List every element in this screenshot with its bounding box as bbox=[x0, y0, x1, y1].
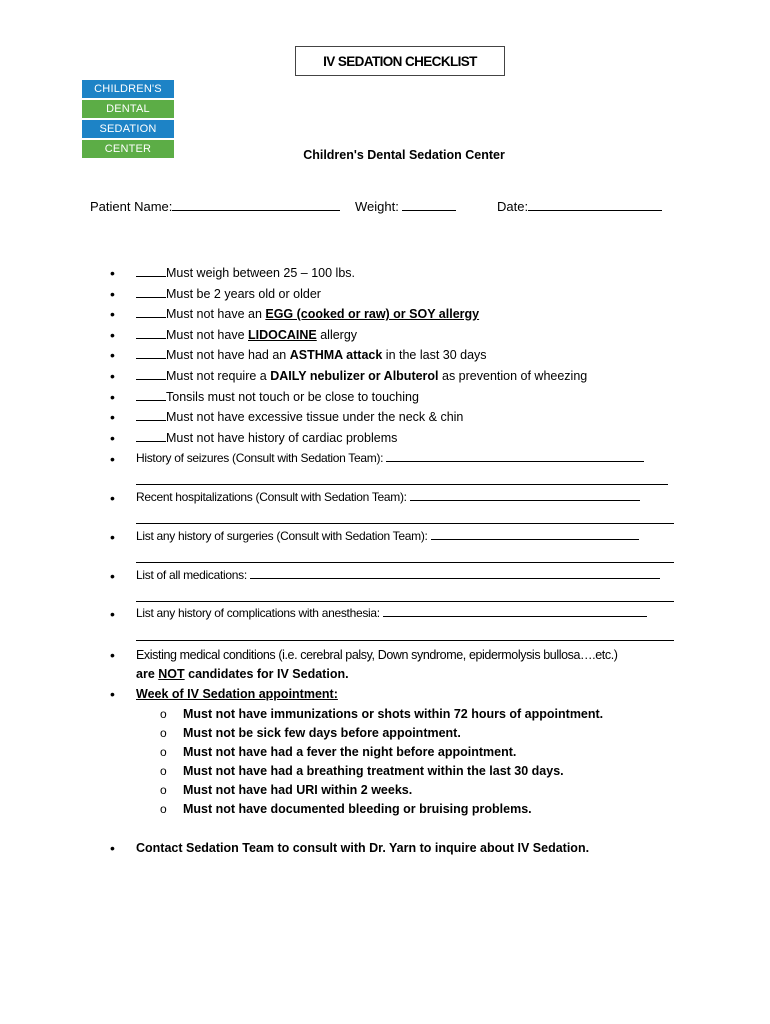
bullet-icon: • bbox=[110, 409, 115, 426]
week-of-rule: o Must not have had URI within 2 weeks. bbox=[160, 781, 730, 800]
weight-field[interactable] bbox=[355, 198, 456, 214]
requirement-item: • Must be 2 years old or older bbox=[110, 284, 710, 305]
week-of-rule: o Must not be sick few days before appointment. bbox=[160, 724, 730, 743]
circle-bullet-icon: o bbox=[160, 707, 167, 721]
bullet-icon: • bbox=[110, 285, 115, 302]
patient-name-label: Patient Name: bbox=[90, 199, 173, 214]
answer-line[interactable] bbox=[136, 562, 674, 563]
requirement-item: • Must not have had an ASTHMA attack in the last 30 days bbox=[110, 345, 710, 366]
page-title: IV SEDATION CHECKLIST bbox=[295, 46, 505, 76]
patient-name-field[interactable] bbox=[90, 198, 340, 214]
organization-name: Children's Dental Sedation Center bbox=[303, 148, 505, 162]
date-blank[interactable] bbox=[528, 198, 662, 211]
bullet-icon: • bbox=[110, 451, 115, 467]
bullet-icon: • bbox=[110, 388, 115, 405]
requirement-item: • Must not require a DAILY nebulizer or Albuterol as prevention of wheezing bbox=[110, 366, 710, 387]
check-blank[interactable] bbox=[136, 327, 166, 339]
week-of-item: • Week of IV Sedation appointment: bbox=[110, 686, 338, 702]
check-blank[interactable] bbox=[136, 306, 166, 318]
logo-line: CHILDREN'S bbox=[82, 80, 174, 98]
weight-blank[interactable] bbox=[402, 198, 456, 211]
check-blank[interactable] bbox=[136, 286, 166, 298]
requirement-item: • Must not have excessive tissue under the neck & chin bbox=[110, 407, 710, 428]
check-blank[interactable] bbox=[136, 265, 166, 277]
week-of-rule: o Must not have had a breathing treatment within the last 30 days. bbox=[160, 762, 730, 781]
check-blank[interactable] bbox=[136, 389, 166, 401]
check-blank[interactable] bbox=[136, 409, 166, 421]
week-of-rule: o Must not have had a fever the night before appointment. bbox=[160, 743, 730, 762]
medications-question: • List of all medications: bbox=[110, 568, 660, 582]
bullet-icon: • bbox=[110, 429, 115, 446]
logo-line: SEDATION bbox=[82, 120, 174, 138]
contact-item: • Contact Sedation Team to consult with Dr. Yarn to inquire about IV Sedation. bbox=[110, 840, 590, 856]
requirements-list bbox=[110, 263, 710, 448]
requirement-item: • Must weigh between 25 – 100 lbs. bbox=[110, 263, 710, 284]
check-blank[interactable] bbox=[136, 347, 166, 359]
bullet-icon: • bbox=[110, 347, 115, 364]
anesthesia-question: • List any history of complications with anesthesia: bbox=[110, 606, 647, 620]
logo-line: DENTAL bbox=[82, 100, 174, 118]
requirement-item: • Must not have LIDOCAINE allergy bbox=[110, 325, 710, 346]
bullet-icon: • bbox=[110, 647, 115, 663]
answer-line[interactable] bbox=[136, 601, 674, 602]
patient-name-blank[interactable] bbox=[172, 198, 340, 211]
bullet-icon: • bbox=[110, 306, 115, 323]
answer-line[interactable] bbox=[410, 490, 640, 501]
answer-line[interactable] bbox=[136, 523, 674, 524]
bullet-icon: • bbox=[110, 265, 115, 281]
bullet-icon: • bbox=[110, 490, 115, 506]
circle-bullet-icon: o bbox=[160, 783, 167, 797]
surgeries-question: • List any history of surgeries (Consult with Sedation Team): bbox=[110, 529, 639, 543]
seizures-question: • History of seizures (Consult with Sedation Team): bbox=[110, 451, 644, 465]
requirement-item: • Tonsils must not touch or be close to touching bbox=[110, 387, 710, 408]
hospitalizations-question: • Recent hospitalizations (Consult with Sedation Team): bbox=[110, 490, 640, 504]
bullet-icon: • bbox=[110, 606, 115, 622]
weight-label: Weight: bbox=[355, 199, 399, 214]
date-label: Date: bbox=[497, 199, 529, 214]
answer-line[interactable] bbox=[136, 484, 668, 485]
date-field[interactable] bbox=[497, 198, 662, 214]
existing-conditions-item: • Existing medical conditions (i.e. cerebral palsy, Down syndrome, epidermolysis bullosa….etc.) are NOT candidates for IV Sedation. bbox=[110, 647, 618, 681]
bullet-icon: • bbox=[110, 686, 115, 702]
week-of-rule: o Must not have immunizations or shots within 72 hours of appointment. bbox=[160, 705, 730, 724]
circle-bullet-icon: o bbox=[160, 726, 167, 740]
bullet-icon: • bbox=[110, 840, 115, 856]
conditions-list bbox=[110, 646, 730, 858]
week-of-sublist bbox=[160, 705, 730, 819]
bullet-icon: • bbox=[110, 326, 115, 343]
circle-bullet-icon: o bbox=[160, 764, 167, 778]
circle-bullet-icon: o bbox=[160, 745, 167, 759]
answer-line[interactable] bbox=[386, 451, 644, 462]
requirement-item: • Must not have history of cardiac problems bbox=[110, 428, 710, 449]
answer-line[interactable] bbox=[431, 529, 639, 540]
answer-line[interactable] bbox=[136, 640, 674, 641]
check-blank[interactable] bbox=[136, 368, 166, 380]
bullet-icon: • bbox=[110, 367, 115, 384]
bullet-icon: • bbox=[110, 529, 115, 545]
answer-line[interactable] bbox=[250, 568, 660, 579]
logo-line: CENTER bbox=[82, 140, 174, 158]
bullet-icon: • bbox=[110, 568, 115, 584]
requirement-item: • Must not have an EGG (cooked or raw) or SOY allergy bbox=[110, 304, 710, 325]
week-of-rule: o Must not have documented bleeding or bruising problems. bbox=[160, 800, 730, 819]
answer-line[interactable] bbox=[383, 606, 647, 617]
check-blank[interactable] bbox=[136, 430, 166, 442]
circle-bullet-icon: o bbox=[160, 802, 167, 816]
